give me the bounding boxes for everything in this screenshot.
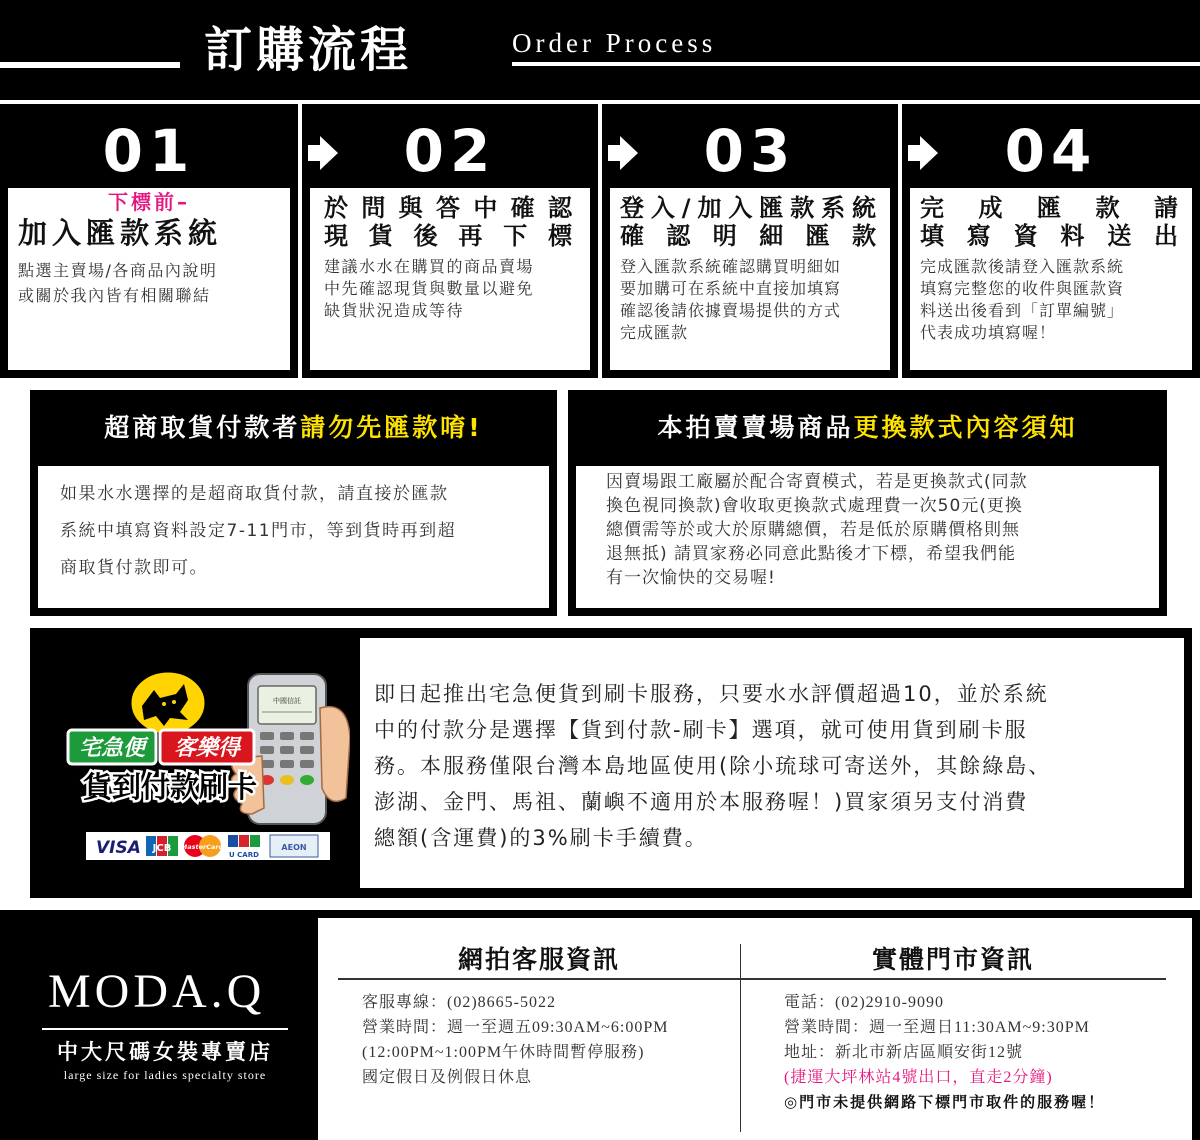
notice-title-text: 超商取貨付款者	[104, 413, 301, 442]
step-desc-line: 或關於我內皆有相關聯結	[18, 286, 211, 305]
notice-title	[30, 408, 557, 444]
step-desc-line: 建議水水在購買的商品賣場	[324, 257, 535, 276]
step-1	[0, 104, 298, 378]
store-info	[784, 990, 1105, 1115]
jcb-text: JCB	[152, 843, 172, 854]
step-title-line: 確認明細匯款	[620, 222, 880, 250]
notice-convenience-store	[30, 390, 557, 616]
badge-kelede: 客樂得	[173, 736, 241, 761]
aeon-icon	[270, 835, 318, 857]
page-subtitle: Order Process	[512, 28, 717, 58]
notice-title-highlight: 更換款式內容須知	[853, 413, 1078, 442]
step-desc-line: 缺貨狀況造成等待	[324, 301, 465, 320]
visa-icon: VISA	[96, 838, 141, 858]
online-hours: 營業時間：週一至週五09:30AM~6:00PM	[362, 1019, 669, 1036]
info-column-divider	[740, 944, 741, 1132]
step-desc	[324, 256, 576, 322]
step-title-line: 於問與答中確認	[324, 194, 576, 222]
step-desc-line: 點選主賣場/各商品內說明	[18, 261, 218, 280]
notice-line: 因賣場跟工廠屬於配合寄賣模式，若是更換款式(同款	[606, 472, 1028, 492]
step-number: 04	[1004, 117, 1098, 185]
step-desc	[920, 256, 1182, 344]
online-service-info	[362, 990, 668, 1090]
notice-line: 有一次愉快的交易喔!	[606, 568, 776, 588]
step-panel	[310, 188, 590, 370]
brand-logo: MODA.Q	[48, 965, 266, 1018]
store-hours: 營業時間：週一至週日11:30AM~9:30PM	[784, 1019, 1090, 1036]
terminal-label: 中國信託	[273, 697, 301, 705]
online-lunch-break: (12:00PM~1:00PM午休時間暫停服務)	[362, 1044, 645, 1061]
step-desc-line: 填寫完整您的收件與匯款資	[920, 279, 1125, 298]
step-panel	[8, 188, 290, 370]
black-cat-logo-icon	[130, 671, 206, 735]
page-header	[0, 0, 1200, 100]
store-pickup-warning: ◎門市未提供網路下標門市取件的服務喔！	[784, 1093, 1106, 1111]
step-panel	[910, 188, 1192, 370]
notice-title-text: 本拍賣賣場商品	[657, 413, 854, 442]
step-2	[302, 104, 598, 378]
notice-body	[38, 466, 549, 608]
store-address: 地址：新北市新店區順安街12號	[784, 1044, 1024, 1061]
step-title-line: 現貨後再下標	[324, 222, 576, 250]
header-rule-right	[512, 62, 1200, 66]
online-service-title: 網拍客服資訊	[457, 945, 620, 974]
step-desc-line: 料送出後看到「訂單編號」	[920, 301, 1125, 320]
notice-exchange	[568, 390, 1167, 616]
ucard-text: U CARD	[229, 851, 259, 859]
notice-line: 退無抵) 請買家務必同意此點後才下標，希望我們能	[606, 544, 1017, 564]
cod-card-section	[30, 628, 1192, 898]
notice-title-highlight: 請勿先匯款唷!	[300, 413, 483, 442]
step-note: 下標前–	[108, 190, 190, 214]
badge-cod-card: 貨到付款刷卡	[82, 770, 258, 804]
badge-takkyubin: 宅急便	[78, 736, 146, 761]
notice-line: 總價需等於或大於原購總價，若是低於原購價格則無	[606, 520, 1020, 540]
notice-line: 換色視同換款)會收取更換款式處理費一次50元(更換	[606, 496, 1023, 516]
contact-info	[318, 918, 1192, 1140]
ucard-icon	[228, 835, 260, 859]
mastercard-icon	[181, 835, 224, 857]
header-rule-left	[0, 62, 180, 68]
mastercard-text: MasterCard	[180, 843, 224, 851]
page-title: 訂購流程	[204, 22, 413, 78]
brand-tagline-en: large size for ladies specialty store	[63, 1068, 267, 1082]
store-phone: 電話：(02)2910-9090	[784, 994, 944, 1011]
brand-tagline: 中大尺碼女裝專賣店	[57, 1040, 273, 1064]
cod-line: 務。本服務僅限台灣本島地區使用(除小琉球可寄送外，其餘綠島、	[374, 754, 1052, 778]
step-desc-line: 要加購可在系統中直接加填寫	[620, 279, 842, 298]
step-number: 03	[703, 117, 797, 185]
step-title-line: 填寫資料送出	[920, 222, 1182, 250]
aeon-text: AEON	[281, 843, 307, 852]
step-desc	[620, 256, 880, 344]
cod-line: 中的付款分是選擇【貨到付款-刷卡】選項，就可使用貨到刷卡服	[374, 718, 1028, 742]
store-directions: (捷運大坪林站4號出口，直走2分鐘)	[784, 1069, 1053, 1086]
info-divider	[338, 978, 1166, 980]
jcb-icon	[146, 836, 178, 856]
step-4	[902, 104, 1200, 378]
cod-badge	[68, 730, 257, 804]
brand-divider	[42, 1028, 288, 1030]
step-number: 02	[403, 117, 497, 185]
step-desc-line: 完成匯款後請登入匯款系統	[920, 257, 1125, 276]
notice-title	[568, 408, 1167, 444]
step-panel	[610, 188, 890, 370]
step-desc-line: 中先確認現貨與數量以避免	[324, 279, 535, 298]
cod-illustration	[30, 628, 350, 898]
notice-line: 如果水水選擇的是超商取貨付款，請直接於匯款	[60, 484, 449, 504]
order-steps	[0, 100, 1200, 380]
notice-line: 系統中填寫資料設定7-11門市，等到貨時再到超	[60, 521, 457, 541]
notice-body	[576, 466, 1159, 608]
cod-description	[360, 638, 1184, 888]
step-desc-line: 完成匯款	[620, 323, 689, 342]
step-3	[602, 104, 898, 378]
notice-line: 商取貨付款即可。	[60, 558, 208, 578]
store-footer	[0, 910, 1200, 1140]
online-phone: 客服專線：(02)8665-5022	[362, 994, 556, 1011]
online-holiday: 國定假日及例假日休息	[362, 1069, 533, 1086]
cod-line: 總額(含運費)的3%刷卡手續費。	[374, 826, 708, 850]
step-title: 加入匯款系統	[18, 216, 223, 250]
step-number: 01	[102, 117, 196, 185]
cod-line: 即日起推出宅急便貨到刷卡服務，只要水水評價超過10，並於系統	[374, 682, 1049, 706]
step-title-line: 登入/加入匯款系統	[620, 194, 880, 222]
step-desc-line: 登入匯款系統確認購買明細如	[620, 257, 842, 276]
step-desc-line: 代表成功填寫喔！	[920, 323, 1057, 342]
step-desc-line: 確認後請依據賣場提供的方式	[620, 301, 842, 320]
step-desc	[18, 258, 280, 308]
credit-card-logos	[86, 832, 330, 860]
store-info-title: 實體門市資訊	[871, 945, 1034, 974]
step-title-line: 完成匯款請	[920, 194, 1182, 222]
cod-line: 澎湖、金門、馬祖、蘭嶼不適用於本服務喔！)買家須另支付消費	[374, 790, 1029, 814]
